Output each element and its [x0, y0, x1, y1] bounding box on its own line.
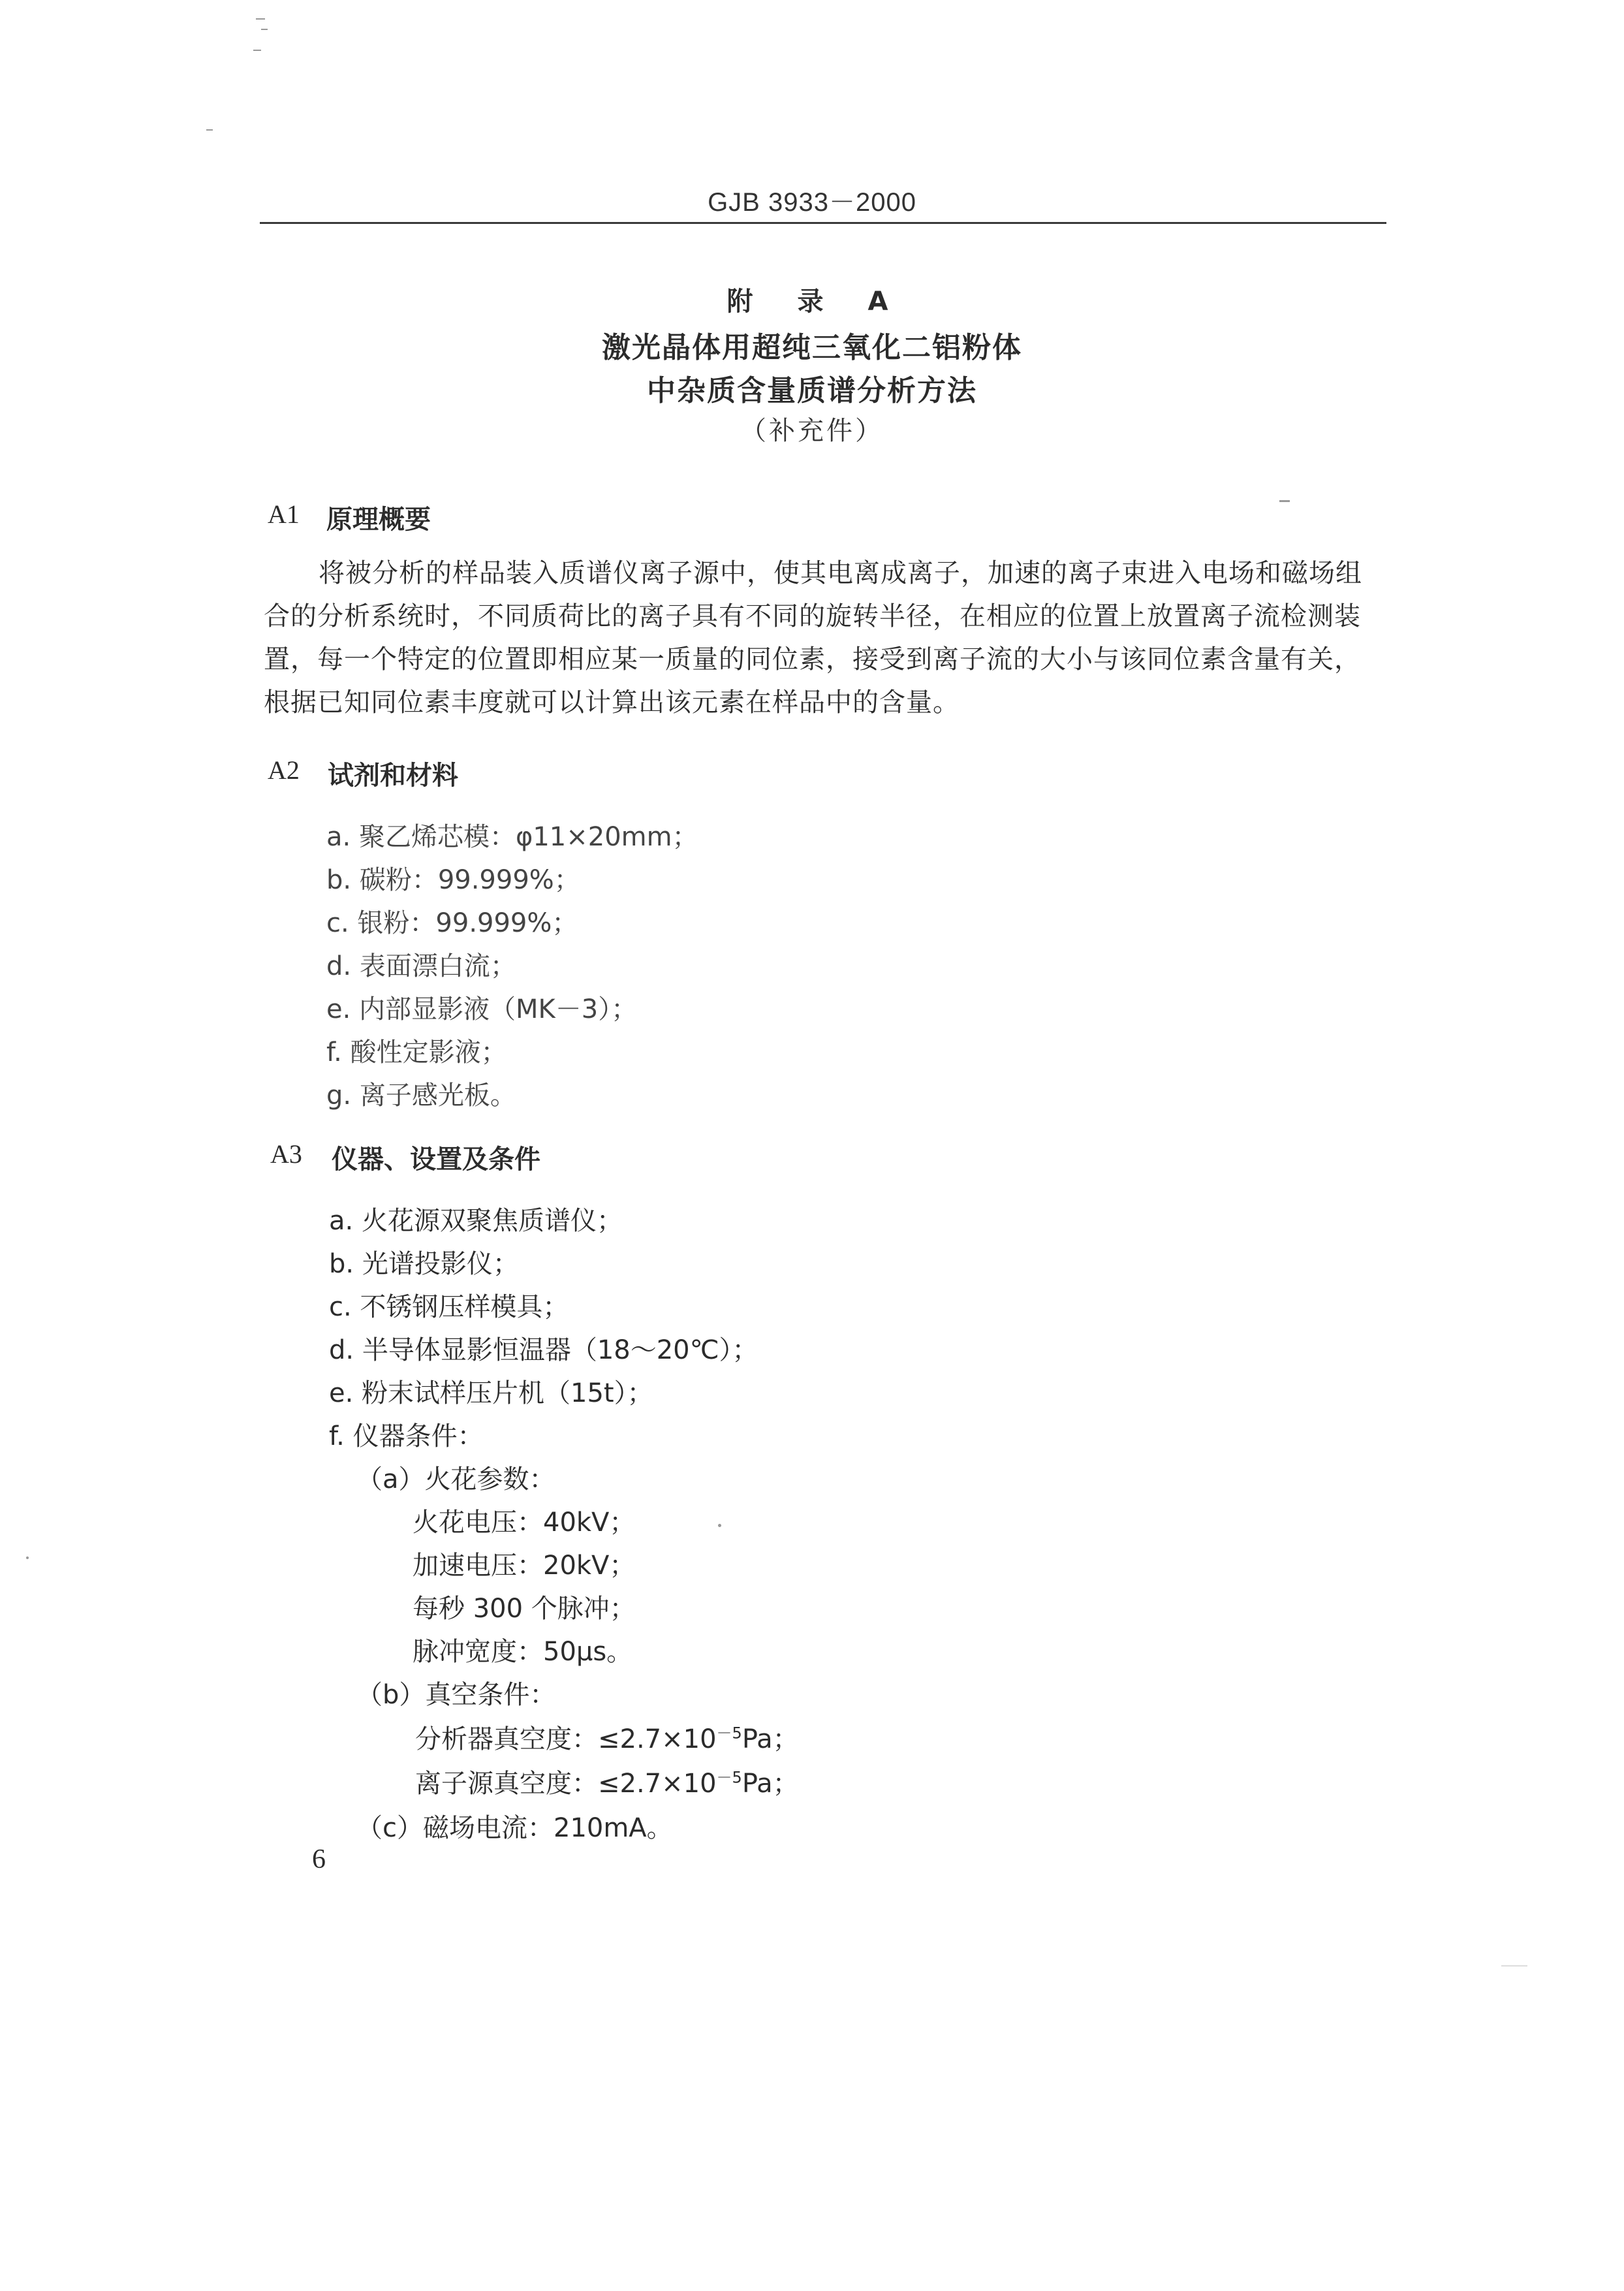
- a2-list-item: g. 离子感光板。: [326, 1081, 516, 1111]
- magnet-current-item: （c）磁场电流：210mA。: [356, 1813, 673, 1843]
- a1-paragraph-line: 根据已知同位素丰度就可以计算出该元素在样品中的含量。: [264, 687, 960, 718]
- section-a3-id: A3: [270, 1139, 302, 1169]
- a3-list-item: d. 半导体显影恒温器（18～20℃）；: [329, 1335, 758, 1365]
- a3-list-item: f. 仪器条件：: [329, 1421, 484, 1451]
- a1-paragraph-line: 置，每一个特定的位置即相应某一质量的同位素，接受到离子流的大小与该同位素含量有关，: [264, 644, 1361, 674]
- a2-list-item: a. 聚乙烯芯模：φ11×20mm；: [326, 822, 698, 852]
- a2-list-item: c. 银粉：99.999%；: [326, 908, 578, 938]
- a3-list-item: a. 火花源双聚焦质谱仪；: [329, 1206, 623, 1236]
- scan-speck: [1501, 1965, 1527, 1967]
- a1-paragraph-line: 合的分析系统时，不同质荷比的离子具有不同的旋转半径，在相应的位置上放置离子流检测装: [264, 601, 1361, 631]
- a1-paragraph-line: 将被分析的样品装入质谱仪离子源中，使其电离成离子，加速的离子束进入电场和磁场组: [319, 558, 1362, 588]
- scan-speck: [261, 29, 268, 30]
- vacuum-unit: Pa；: [742, 1769, 799, 1799]
- vacuum-exponent: －5: [716, 1724, 742, 1743]
- vacuum-text: 分析器真空度：≤2.7×10: [415, 1724, 717, 1754]
- standard-number: GJB 3933－2000: [708, 188, 916, 217]
- spark-parameter-item: 加速电压：20kV；: [413, 1551, 636, 1581]
- vacuum-conditions-label: （b）真空条件：: [356, 1680, 556, 1710]
- scan-speck: [1279, 500, 1290, 502]
- vacuum-text: 离子源真空度：≤2.7×10: [415, 1769, 717, 1799]
- a2-list-item: f. 酸性定影液；: [326, 1037, 507, 1067]
- spark-parameter-item: 脉冲宽度：50μs。: [413, 1637, 633, 1667]
- appendix-title-line1: 激光晶体用超纯三氧化二铝粉体: [602, 331, 1022, 364]
- section-a1-title: 原理概要: [326, 505, 431, 535]
- vacuum-exponent: －5: [716, 1768, 742, 1787]
- a2-list-item: e. 内部显影液（MK－3）；: [326, 994, 638, 1024]
- scan-speck: [206, 129, 213, 131]
- header-rule: [260, 222, 1386, 224]
- a3-list-item: b. 光谱投影仪；: [329, 1249, 519, 1279]
- section-a2-id: A2: [268, 755, 300, 785]
- scan-speck: [26, 1556, 29, 1559]
- section-a1-id: A1: [268, 499, 300, 529]
- spark-parameter-item: 火花电压：40kV；: [413, 1508, 636, 1538]
- appendix-title-line2: 中杂质含量质谱分析方法: [647, 374, 977, 407]
- scan-speck: [256, 18, 265, 20]
- spark-parameter-item: 每秒 300 个脉冲；: [413, 1594, 636, 1624]
- a3-list-item: e. 粉末试样压片机（15t）；: [329, 1378, 653, 1408]
- analyzer-vacuum-item: [415, 1718, 799, 1756]
- ion-source-vacuum-item: [415, 1763, 799, 1800]
- spark-parameters-label: （a）火花参数：: [356, 1464, 555, 1494]
- a3-list-item: c. 不锈钢压样模具；: [329, 1292, 569, 1322]
- a2-list-item: d. 表面漂白流；: [326, 951, 516, 981]
- section-a2-title: 试剂和材料: [328, 761, 458, 791]
- scan-speck: [718, 1524, 721, 1527]
- appendix-supplement: （补充件）: [740, 416, 884, 446]
- appendix-label: 附 录 A: [726, 287, 898, 317]
- section-a3-title: 仪器、设置及条件: [332, 1145, 540, 1175]
- scan-speck: [253, 50, 261, 51]
- a2-list-item: b. 碳粉：99.999%；: [326, 865, 580, 895]
- vacuum-unit: Pa；: [742, 1724, 799, 1754]
- page-number: 6: [312, 1844, 326, 1874]
